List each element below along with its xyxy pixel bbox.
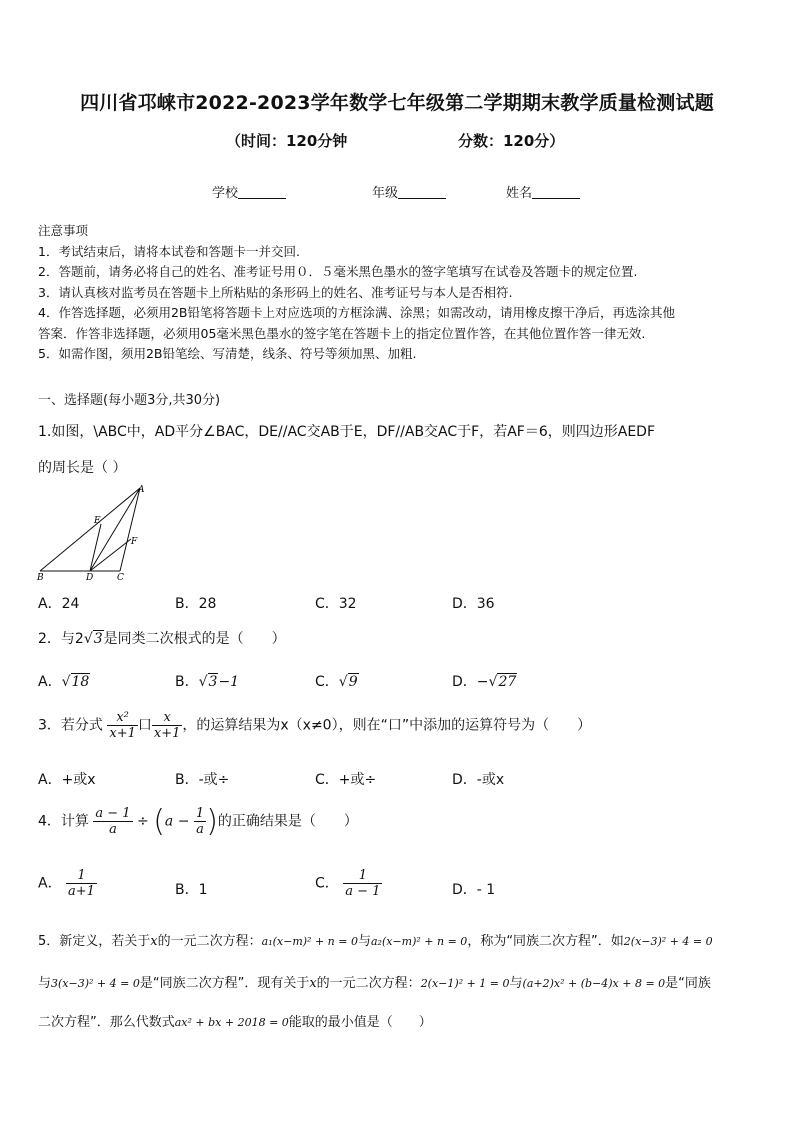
q3-option-a: A．+或x xyxy=(38,772,96,788)
q4-option-a: A． $\frac{1}{a+1}$ xyxy=(38,868,95,899)
q3-fraction-1: $\frac{\text{x²}}{x+1}$ xyxy=(109,710,136,741)
q2-option-b: B．√3−1 xyxy=(175,674,240,690)
q3-stem: 3．若分式 $\frac{\text{x²}}{x+1}$ 口 $\frac{x}{x+1}$ ，的运算结果为x（x≠0），则在“口”中添加的运算符号为（ ） xyxy=(38,710,592,741)
segment-da xyxy=(90,488,140,571)
label-a: A xyxy=(138,485,145,495)
q2-radical: √3 xyxy=(83,631,103,647)
q2-suffix: 是同类二次根式的是（ ） xyxy=(103,631,286,647)
grade-field xyxy=(372,182,446,201)
notice-item: 5．如需作图，须用2B铅笔绘、写清楚，线条、符号等须加黑、加粗. xyxy=(38,346,417,361)
q4-fraction-2: $\frac{1}{a}$ xyxy=(195,806,205,837)
label-c: C xyxy=(117,573,124,583)
notice-item: 4．作答选择题，必须用2B铅笔将答题卡上对应选项的方框涂满、涂黑；如需改动，请用橡皮擦干净后，再选涂其他 xyxy=(38,305,675,320)
label-e: E xyxy=(94,516,101,526)
label-b: B xyxy=(37,573,44,583)
q1-stem-line2: 的周长是（ ） xyxy=(38,460,127,476)
school-label: 学校 xyxy=(212,186,239,201)
q2-option-a: A．√18 xyxy=(38,674,90,690)
school-field xyxy=(212,182,286,201)
q4-option-b: B．1 xyxy=(175,882,208,898)
q2-option-c: C．√9 xyxy=(315,674,358,690)
q3-option-c: C．+或÷ xyxy=(315,772,377,788)
q3-option-d: D．-或x xyxy=(452,772,505,788)
q3-box: 口 xyxy=(137,717,152,734)
q4-stem: 4．计算 $\frac{a - 1}{a}$ ÷ (a − $\frac{1}{a}$ )的正确结果是（ ） xyxy=(38,804,358,839)
label-d: D xyxy=(86,573,94,583)
q1-triangle-figure xyxy=(34,482,154,584)
segment-ca xyxy=(120,488,140,571)
q4-option-c: C． $\frac{1}{a - 1}$ xyxy=(315,868,381,899)
grade-label: 年级 xyxy=(372,186,399,201)
q1-stem-line1: 1.如图，\ABC中，AD平分∠BAC，DE//AC交AB于E，DF//AB交AC于F，若AF＝6，则四边形AEDF xyxy=(38,424,655,440)
name-label: 姓名 xyxy=(506,186,533,201)
notice-item: 1．考试结束后，请将本试卷和答题卡一并交回. xyxy=(38,243,300,259)
notice-heading: 注意事项 xyxy=(38,223,89,238)
segment-ba xyxy=(40,488,140,571)
q4-option-d: D．- 1 xyxy=(452,882,496,898)
q3-option-b: B．-或÷ xyxy=(175,772,230,788)
q5-line3: 二次方程”．那么代数式ax² + bx + 2018 = 0能取的最小值是（ ） xyxy=(38,1015,432,1030)
notice-item: 2．答题前，请务必将自己的姓名、准考证号用０．５毫米黑色墨水的签字笔填写在试卷及答题卡的规定位置. xyxy=(38,264,638,279)
q3-fraction-2: $\frac{x}{x+1}$ xyxy=(153,710,181,741)
q1-option-d: D．36 xyxy=(452,596,495,612)
q2-stem xyxy=(38,628,286,648)
name-field xyxy=(506,182,580,201)
q2-option-d: D．−√27 xyxy=(452,674,517,690)
q2-prefix: 2．与2 xyxy=(38,631,84,647)
exam-title: 四川省邛崃市2022-2023学年数学七年级第二学期期末教学质量检测试题 xyxy=(80,92,714,114)
q1-option-c: C．32 xyxy=(315,596,357,612)
time-label: （时间：120分钟 xyxy=(226,132,348,150)
q4-fraction-1: $\frac{a - 1}{a}$ xyxy=(95,806,131,837)
grade-blank xyxy=(398,186,446,199)
q1-option-b: B．28 xyxy=(175,596,217,612)
q5-line2: 与3(x−3)² + 4 = 0是“同族二次方程”．现有关于x的一元二次方程：2(x−1)² + 1 = 0与(a+2)x² + (b−4)x + 8 = 0是“同族 xyxy=(38,976,711,991)
name-blank xyxy=(532,186,580,199)
school-blank xyxy=(238,186,286,199)
notice-block xyxy=(38,221,758,365)
q5-line1: 5．新定义，若关于x的一元二次方程：a₁(x−m)² + n = 0与a₂(x−m)² + n = 0，称为“同族二次方程”．如2(x−3)² + 4 = 0 xyxy=(38,934,713,949)
notice-item: 3．请认真核对监考员在答题卡上所粘贴的条形码上的姓名、准考证号与本人是否相符. xyxy=(38,284,513,300)
q1-option-a: A．24 xyxy=(38,596,80,612)
section-heading: 一、选择题(每小题3分,共30分) xyxy=(38,393,221,408)
score-label: 分数：120分） xyxy=(458,132,565,150)
notice-item: 答案．作答非选择题，必须用05毫米黑色墨水的签字笔在答题卡上的指定位置作答，在其他位置作答一律无效. xyxy=(38,325,646,341)
label-f: F xyxy=(131,537,138,547)
